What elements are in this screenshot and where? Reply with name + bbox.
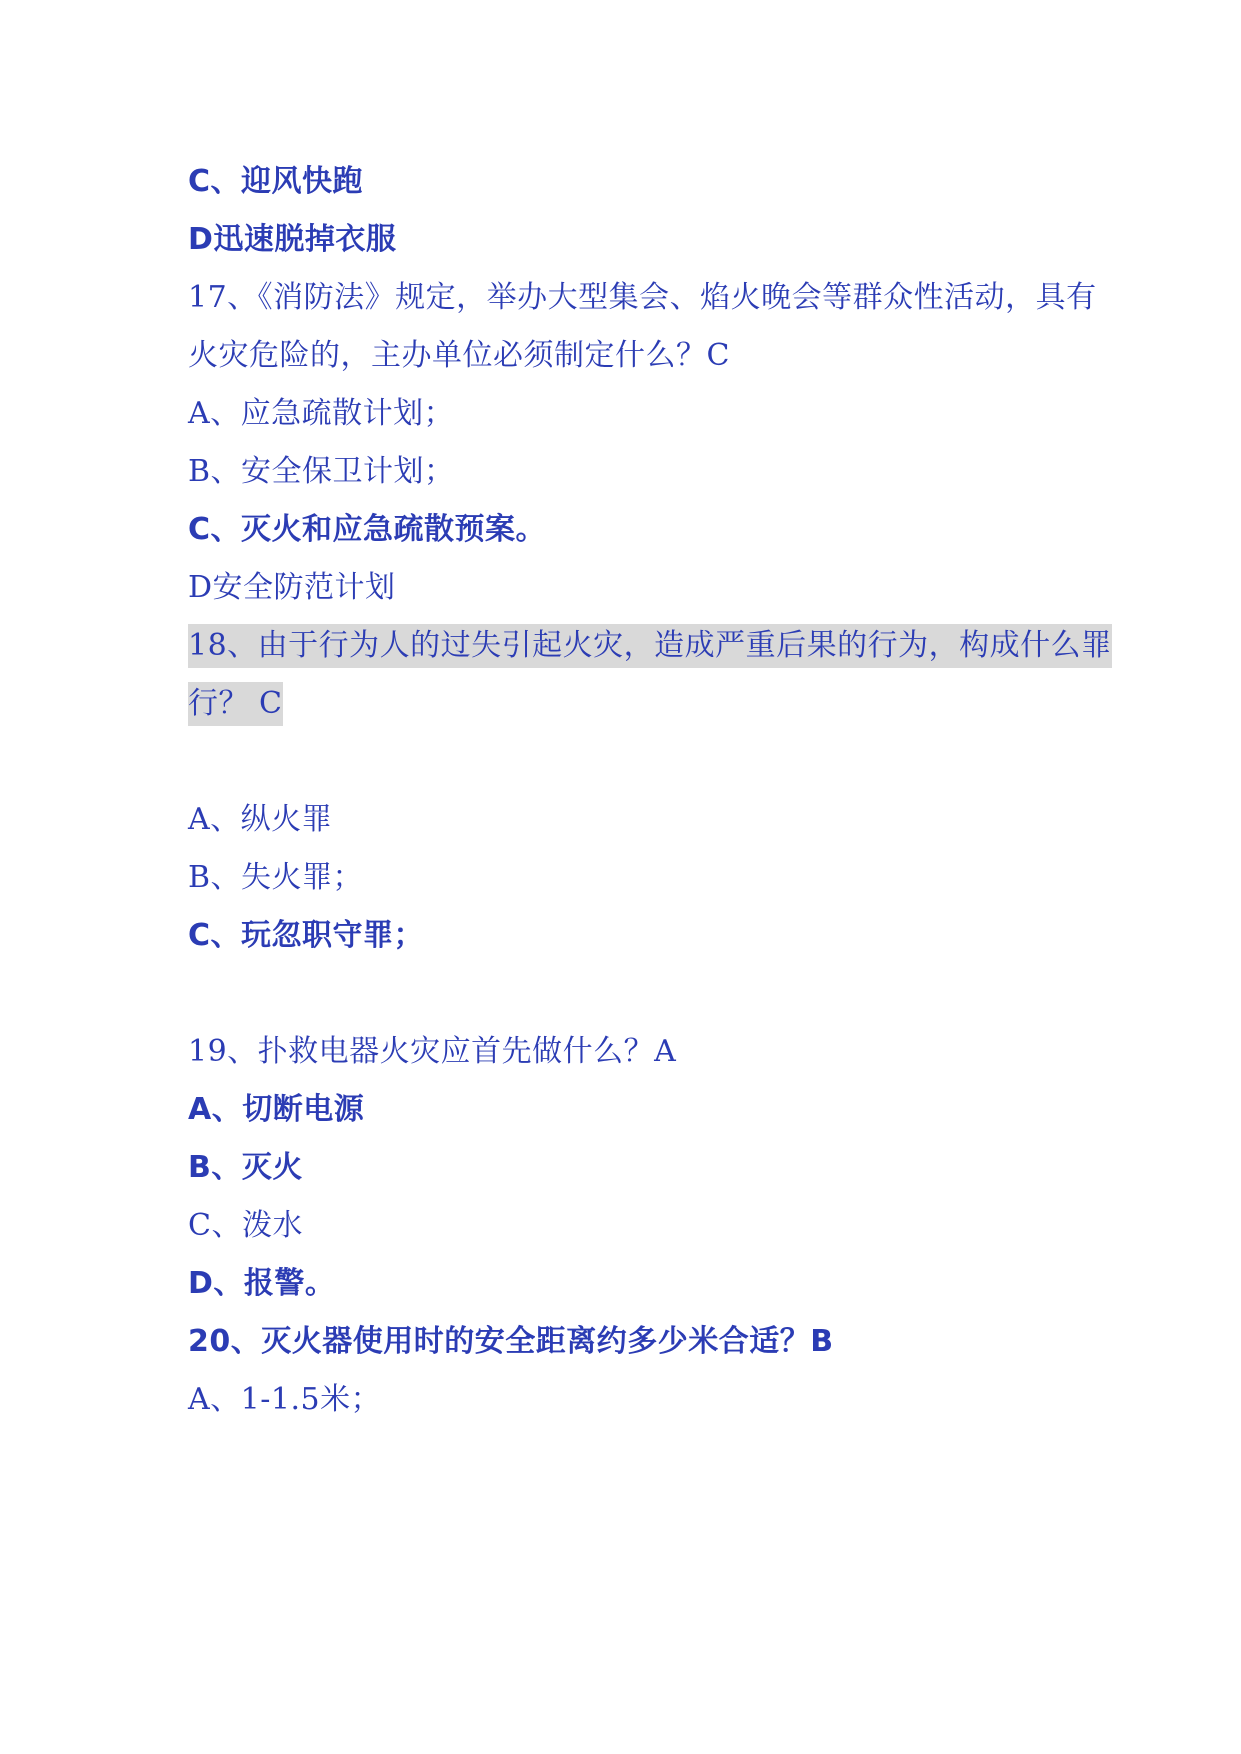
option-a-q17: A、应急疏散计划； bbox=[188, 396, 455, 431]
option-c-q17: C、灭火和应急疏散预案。 bbox=[188, 512, 547, 547]
question-20: 20、灭火器使用时的安全距离约多少米合适？B bbox=[188, 1324, 834, 1359]
question-17-line-1: 17、《消防法》规定，举办大型集会、焰火晚会等群众性活动，具有 bbox=[188, 280, 1097, 315]
option-c-q16: C、迎风快跑 bbox=[188, 164, 364, 199]
question-18-line-2: 行？ C bbox=[188, 682, 283, 726]
option-c-q19: C、泼水 bbox=[188, 1208, 303, 1243]
option-b-q17: B、安全保卫计划； bbox=[188, 454, 455, 489]
option-d-q16: D迅速脱掉衣服 bbox=[188, 222, 397, 257]
option-a-q19: A、切断电源 bbox=[188, 1092, 365, 1127]
option-c-q18: C、玩忽职守罪； bbox=[188, 918, 425, 953]
question-17-line-2: 火灾危险的，主办单位必须制定什么？C bbox=[188, 338, 730, 373]
option-a-q20: A、1-1.5米； bbox=[188, 1382, 382, 1417]
option-a-q18: A、纵火罪 bbox=[188, 802, 333, 837]
option-b-q19: B、灭火 bbox=[188, 1150, 303, 1185]
option-d-q19: D、报警。 bbox=[188, 1266, 336, 1301]
question-18-line-1: 18、由于行为人的过失引起火灾，造成严重后果的行为，构成什么罪 bbox=[188, 624, 1112, 668]
option-b-q18: B、失火罪； bbox=[188, 860, 364, 895]
option-d-q17: D安全防范计划 bbox=[188, 570, 396, 605]
question-19: 19、扑救电器火灾应首先做什么？A bbox=[188, 1034, 677, 1069]
